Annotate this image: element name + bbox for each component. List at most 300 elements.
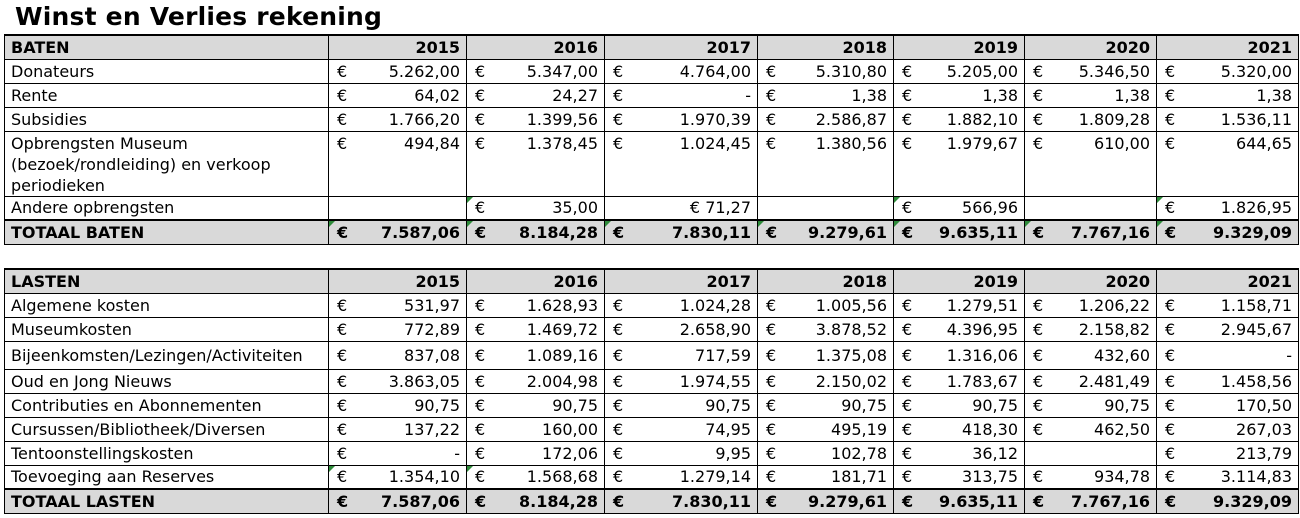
- year-label: 2021: [1247, 271, 1292, 291]
- cell-value: 1.206,22: [1078, 295, 1150, 315]
- total-cell[interactable]: [894, 489, 1025, 513]
- euro-symbol: €: [337, 491, 349, 511]
- value-cell[interactable]: [329, 293, 467, 317]
- year-label: 2017: [706, 37, 751, 57]
- euro-symbol: €: [1165, 222, 1177, 242]
- euro-symbol: €: [1165, 85, 1176, 105]
- cell-value: -: [745, 85, 751, 105]
- value-cell[interactable]: [1025, 393, 1157, 417]
- value-cell[interactable]: [1157, 417, 1299, 441]
- value-cell[interactable]: [758, 369, 894, 393]
- value-cell[interactable]: [329, 196, 467, 220]
- cell-value: 1.005,56: [815, 295, 887, 315]
- total-label-text: TOTAAL BATEN: [11, 222, 145, 242]
- euro-symbol: €: [337, 467, 348, 487]
- value-cell[interactable]: [1025, 465, 1157, 489]
- value-cell[interactable]: [1157, 83, 1299, 107]
- baten-year-2019[interactable]: [894, 35, 1025, 59]
- row-label[interactable]: [5, 317, 329, 341]
- cell-value: 5.310,80: [815, 61, 887, 81]
- cell-value: 1.316,06: [946, 345, 1018, 365]
- value-cell[interactable]: [1025, 369, 1157, 393]
- cell-value: 934,78: [1094, 467, 1150, 487]
- cell-value: 90,75: [841, 395, 887, 415]
- value-cell[interactable]: [1157, 196, 1299, 220]
- row-label-text: Cursussen/Bibliotheek/Diversen: [11, 419, 266, 439]
- euro-symbol: €: [1165, 419, 1176, 439]
- row-label-text: Andere opbrengsten: [11, 198, 175, 218]
- euro-symbol: €: [1165, 395, 1176, 415]
- total-value: 9.329,09: [1213, 222, 1292, 242]
- cell-value: 90,75: [1104, 395, 1150, 415]
- lasten-header-label[interactable]: [5, 269, 329, 293]
- value-cell[interactable]: [605, 83, 758, 107]
- euro-symbol: €: [613, 109, 624, 129]
- value-cell[interactable]: [1157, 293, 1299, 317]
- total-cell[interactable]: [1025, 220, 1157, 244]
- cell-value: 90,75: [972, 395, 1018, 415]
- euro-symbol: €: [337, 85, 348, 105]
- baten-header-row: [5, 35, 1299, 59]
- euro-symbol: €: [1165, 109, 1176, 129]
- cell-value: 5.346,50: [1078, 61, 1150, 81]
- cell-value: 74,95: [705, 419, 751, 439]
- value-cell[interactable]: [758, 317, 894, 341]
- row-label[interactable]: [5, 107, 329, 131]
- row-label-text: Algemene kosten: [11, 295, 150, 315]
- value-cell[interactable]: [467, 83, 605, 107]
- value-cell[interactable]: [605, 441, 758, 465]
- value-cell[interactable]: [1157, 341, 1299, 369]
- total-cell[interactable]: [467, 489, 605, 513]
- row-label-text: Museumkosten: [11, 319, 132, 339]
- cell-value: 4.396,95: [946, 319, 1018, 339]
- euro-symbol: €: [766, 133, 777, 153]
- cell-value: 1.399,56: [526, 109, 598, 129]
- baten-year-2015[interactable]: [329, 35, 467, 59]
- value-cell[interactable]: [329, 131, 467, 196]
- lasten-year-2016[interactable]: [467, 269, 605, 293]
- value-cell[interactable]: [1157, 465, 1299, 489]
- row-label-text: Subsidies: [11, 109, 88, 129]
- cell-value: 3.114,83: [1220, 467, 1292, 487]
- cell-value: 566,96: [962, 198, 1018, 218]
- row-label[interactable]: [5, 341, 329, 369]
- euro-symbol: €: [475, 467, 486, 487]
- euro-symbol: €: [1165, 467, 1176, 487]
- total-value: 7.767,16: [1071, 491, 1150, 511]
- row-label[interactable]: [5, 369, 329, 393]
- cell-value: 213,79: [1236, 443, 1292, 463]
- euro-symbol: €: [475, 443, 486, 463]
- value-cell[interactable]: [1025, 59, 1157, 83]
- value-cell[interactable]: [467, 196, 605, 220]
- total-cell[interactable]: [1157, 220, 1299, 244]
- cell-value: 495,19: [831, 419, 887, 439]
- row-label[interactable]: [5, 59, 329, 83]
- euro-symbol: €: [475, 395, 486, 415]
- value-cell[interactable]: [758, 417, 894, 441]
- value-cell[interactable]: [1025, 196, 1157, 220]
- value-cell[interactable]: [329, 107, 467, 131]
- euro-symbol: €: [1165, 345, 1176, 365]
- euro-symbol: €: [337, 443, 348, 463]
- table-row: [5, 107, 1299, 131]
- euro-symbol: €: [613, 395, 624, 415]
- cell-value: 181,71: [831, 467, 887, 487]
- value-cell[interactable]: [467, 369, 605, 393]
- cell-value: 1.378,45: [526, 133, 598, 153]
- euro-symbol: €: [902, 419, 913, 439]
- value-cell[interactable]: [329, 341, 467, 369]
- value-cell[interactable]: [329, 83, 467, 107]
- value-cell[interactable]: [1025, 107, 1157, 131]
- value-cell[interactable]: [605, 317, 758, 341]
- euro-symbol: €: [1033, 109, 1044, 129]
- euro-symbol: €: [337, 295, 348, 315]
- euro-symbol: €: [1165, 295, 1176, 315]
- value-cell[interactable]: [605, 293, 758, 317]
- value-cell[interactable]: [467, 317, 605, 341]
- cell-value: 1.970,39: [679, 109, 751, 129]
- year-label: 2015: [415, 271, 460, 291]
- value-cell[interactable]: [758, 293, 894, 317]
- value-cell[interactable]: [758, 341, 894, 369]
- lasten-year-2019[interactable]: [894, 269, 1025, 293]
- euro-symbol: €: [766, 371, 777, 391]
- total-cell[interactable]: [1157, 489, 1299, 513]
- value-cell[interactable]: [467, 131, 605, 196]
- value-cell[interactable]: [894, 107, 1025, 131]
- value-cell[interactable]: [1157, 317, 1299, 341]
- cell-value: 2.150,02: [815, 371, 887, 391]
- cell-value: 1.158,71: [1220, 295, 1292, 315]
- total-value: 8.184,28: [519, 222, 598, 242]
- baten-header-label[interactable]: [5, 35, 329, 59]
- value-cell[interactable]: [329, 369, 467, 393]
- row-label-text: Toevoeging aan Reserves: [11, 467, 215, 487]
- euro-symbol: €: [1033, 345, 1044, 365]
- cell-value: 462,50: [1094, 419, 1150, 439]
- total-cell[interactable]: [467, 220, 605, 244]
- cell-value: 137,22: [404, 419, 460, 439]
- cell-value: 1.536,11: [1220, 109, 1292, 129]
- euro-symbol: €: [766, 319, 777, 339]
- euro-symbol: €: [613, 419, 624, 439]
- euro-symbol: €: [902, 133, 913, 153]
- value-cell[interactable]: [894, 465, 1025, 489]
- total-cell[interactable]: [758, 489, 894, 513]
- value-cell[interactable]: [467, 107, 605, 131]
- total-value: 9.279,61: [808, 491, 887, 511]
- euro-symbol: €: [1165, 198, 1176, 218]
- cell-value: 1.568,68: [526, 467, 598, 487]
- total-value: 9.635,11: [939, 491, 1018, 511]
- euro-symbol: €: [613, 222, 625, 242]
- table-row: [5, 131, 1299, 196]
- euro-symbol: €: [902, 345, 913, 365]
- value-cell[interactable]: [758, 465, 894, 489]
- euro-symbol: €: [613, 345, 624, 365]
- cell-value: 2.586,87: [815, 109, 887, 129]
- value-cell[interactable]: [605, 59, 758, 83]
- value-cell[interactable]: [1025, 341, 1157, 369]
- euro-symbol: €: [766, 443, 777, 463]
- baten-header-text: BATEN: [11, 37, 70, 57]
- euro-symbol: €: [902, 371, 913, 391]
- lasten-total-label[interactable]: [5, 489, 329, 513]
- value-cell[interactable]: [894, 317, 1025, 341]
- cell-value: 432,60: [1094, 345, 1150, 365]
- row-label[interactable]: [5, 441, 329, 465]
- lasten-year-2015[interactable]: [329, 269, 467, 293]
- value-cell[interactable]: [329, 465, 467, 489]
- row-label-text: Oud en Jong Nieuws: [11, 371, 172, 391]
- row-label[interactable]: [5, 293, 329, 317]
- total-cell[interactable]: [758, 220, 894, 244]
- cell-value: 2.158,82: [1078, 319, 1150, 339]
- euro-symbol: €: [475, 198, 486, 218]
- euro-symbol: €: [766, 85, 777, 105]
- cell-value: 102,78: [831, 443, 887, 463]
- value-cell[interactable]: [758, 107, 894, 131]
- lasten-year-2021[interactable]: [1157, 269, 1299, 293]
- euro-symbol: €: [475, 319, 486, 339]
- value-cell[interactable]: [1157, 393, 1299, 417]
- baten-year-2021[interactable]: [1157, 35, 1299, 59]
- cell-value: 1,38: [851, 85, 887, 105]
- total-value: 7.830,11: [672, 491, 751, 511]
- value-cell[interactable]: [894, 417, 1025, 441]
- value-cell[interactable]: [467, 441, 605, 465]
- euro-symbol: €: [1165, 443, 1176, 463]
- value-cell[interactable]: [329, 59, 467, 83]
- euro-symbol: €: [902, 61, 913, 81]
- value-cell[interactable]: [605, 393, 758, 417]
- value-cell[interactable]: [1025, 83, 1157, 107]
- euro-symbol: €: [1033, 85, 1044, 105]
- cell-value: 160,00: [542, 419, 598, 439]
- value-cell[interactable]: [894, 341, 1025, 369]
- euro-symbol: €: [475, 419, 486, 439]
- row-label[interactable]: [5, 196, 329, 220]
- value-cell[interactable]: [758, 131, 894, 196]
- value-cell[interactable]: [894, 369, 1025, 393]
- value-cell[interactable]: [605, 131, 758, 196]
- value-cell[interactable]: [605, 341, 758, 369]
- cell-value: 5.205,00: [946, 61, 1018, 81]
- value-cell[interactable]: [758, 196, 894, 220]
- value-cell[interactable]: [1157, 107, 1299, 131]
- value-cell[interactable]: [329, 441, 467, 465]
- value-cell[interactable]: [758, 83, 894, 107]
- baten-year-2016[interactable]: [467, 35, 605, 59]
- cell-value: 717,59: [695, 345, 751, 365]
- baten-year-2018[interactable]: [758, 35, 894, 59]
- lasten-header-text: LASTEN: [11, 271, 81, 291]
- value-cell[interactable]: [758, 441, 894, 465]
- cell-value: 2.945,67: [1220, 319, 1292, 339]
- cell-value: -: [1286, 345, 1292, 365]
- value-cell[interactable]: [605, 417, 758, 441]
- year-label: 2021: [1247, 37, 1292, 57]
- value-cell[interactable]: [894, 196, 1025, 220]
- euro-symbol: €: [766, 345, 777, 365]
- euro-symbol: €: [902, 395, 913, 415]
- row-label-text: Opbrengsten Museum (bezoek/rondleiding) en verkoop periodieken: [11, 133, 271, 195]
- value-cell[interactable]: [1157, 369, 1299, 393]
- value-cell[interactable]: [1025, 131, 1157, 196]
- value-cell[interactable]: [1025, 441, 1157, 465]
- value-cell[interactable]: [1157, 131, 1299, 196]
- euro-symbol: €: [1165, 319, 1176, 339]
- cell-value: 2.658,90: [679, 319, 751, 339]
- total-value: 7.587,06: [381, 222, 460, 242]
- cell-value: 1.783,67: [946, 371, 1018, 391]
- table-row: [5, 59, 1299, 83]
- table-row: [5, 317, 1299, 341]
- euro-symbol: €: [475, 109, 486, 129]
- value-cell[interactable]: [329, 417, 467, 441]
- euro-symbol: €: [1165, 133, 1176, 153]
- euro-symbol: €: [902, 443, 913, 463]
- value-cell[interactable]: [1157, 441, 1299, 465]
- value-cell[interactable]: [894, 393, 1025, 417]
- value-cell[interactable]: [467, 59, 605, 83]
- cell-value: 2.004,98: [526, 371, 598, 391]
- cell-value: 1.375,08: [815, 345, 887, 365]
- cell-value: 1.469,72: [526, 319, 598, 339]
- cell-value: 90,75: [705, 395, 751, 415]
- value-cell[interactable]: [894, 83, 1025, 107]
- row-label[interactable]: [5, 83, 329, 107]
- value-cell[interactable]: [1025, 417, 1157, 441]
- value-cell[interactable]: [467, 393, 605, 417]
- table-row: [5, 441, 1299, 465]
- value-cell[interactable]: [1157, 59, 1299, 83]
- euro-symbol: €: [902, 198, 913, 218]
- cell-value: 1.279,51: [946, 295, 1018, 315]
- value-cell[interactable]: [1025, 293, 1157, 317]
- euro-symbol: €: [766, 61, 777, 81]
- euro-symbol: €: [902, 85, 913, 105]
- row-label-text: Contributies en Abonnementen: [11, 395, 262, 415]
- lasten-year-2020[interactable]: [1025, 269, 1157, 293]
- table-row: [5, 465, 1299, 489]
- euro-symbol: €: [766, 419, 777, 439]
- cell-value: 3.863,05: [388, 371, 460, 391]
- total-cell[interactable]: [605, 489, 758, 513]
- cell-value: 1.354,10: [388, 467, 460, 487]
- euro-symbol: €: [613, 491, 625, 511]
- total-cell[interactable]: [1025, 489, 1157, 513]
- value-cell[interactable]: [467, 417, 605, 441]
- value-cell[interactable]: [894, 293, 1025, 317]
- euro-symbol: €: [337, 419, 348, 439]
- total-cell[interactable]: [329, 489, 467, 513]
- cell-value: 172,06: [542, 443, 598, 463]
- cell-value: 90,75: [552, 395, 598, 415]
- euro-symbol: €: [766, 295, 777, 315]
- total-value: 9.329,09: [1213, 491, 1292, 511]
- year-label: 2020: [1105, 271, 1150, 291]
- value-cell[interactable]: [1025, 317, 1157, 341]
- value-cell[interactable]: [605, 196, 758, 220]
- euro-symbol: €: [475, 491, 487, 511]
- value-cell[interactable]: [758, 59, 894, 83]
- euro-symbol: €: [1033, 491, 1045, 511]
- baten-total-row: [5, 220, 1299, 244]
- cell-value: € 71,27: [689, 198, 751, 218]
- cell-value: 1.882,10: [946, 109, 1018, 129]
- cell-value: 1.380,56: [815, 133, 887, 153]
- row-label[interactable]: [5, 417, 329, 441]
- row-label-text: Donateurs: [11, 61, 95, 81]
- euro-symbol: €: [902, 222, 914, 242]
- total-value: 8.184,28: [519, 491, 598, 511]
- euro-symbol: €: [1033, 295, 1044, 315]
- value-cell[interactable]: [894, 59, 1025, 83]
- cell-value: 5.347,00: [526, 61, 598, 81]
- sheet-title: Winst en Verlies rekening: [15, 2, 383, 31]
- cell-value: 610,00: [1094, 133, 1150, 153]
- euro-symbol: €: [613, 295, 624, 315]
- baten-year-2020[interactable]: [1025, 35, 1157, 59]
- euro-symbol: €: [337, 109, 348, 129]
- year-label: 2018: [842, 271, 887, 291]
- value-cell[interactable]: [894, 131, 1025, 196]
- value-cell[interactable]: [329, 317, 467, 341]
- value-cell[interactable]: [605, 107, 758, 131]
- lasten-year-2017[interactable]: [605, 269, 758, 293]
- row-label[interactable]: [5, 393, 329, 417]
- total-cell[interactable]: [894, 220, 1025, 244]
- euro-symbol: €: [1165, 371, 1176, 391]
- euro-symbol: €: [337, 395, 348, 415]
- lasten-total-row: [5, 489, 1299, 513]
- value-cell[interactable]: [758, 393, 894, 417]
- row-label[interactable]: [5, 131, 329, 196]
- lasten-year-2018[interactable]: [758, 269, 894, 293]
- euro-symbol: €: [766, 109, 777, 129]
- euro-symbol: €: [1033, 61, 1044, 81]
- value-cell[interactable]: [605, 369, 758, 393]
- row-label[interactable]: [5, 465, 329, 489]
- value-cell[interactable]: [605, 465, 758, 489]
- value-cell[interactable]: [467, 293, 605, 317]
- cell-value: 1.089,16: [526, 345, 598, 365]
- euro-symbol: €: [475, 133, 486, 153]
- value-cell[interactable]: [894, 441, 1025, 465]
- value-cell[interactable]: [467, 465, 605, 489]
- total-cell[interactable]: [605, 220, 758, 244]
- euro-symbol: €: [766, 222, 778, 242]
- cell-value: 1,38: [1256, 85, 1292, 105]
- value-cell[interactable]: [467, 341, 605, 369]
- cell-value: 837,08: [404, 345, 460, 365]
- cell-value: 313,75: [962, 467, 1018, 487]
- cell-value: 90,75: [414, 395, 460, 415]
- cell-value: 1.826,95: [1220, 198, 1292, 218]
- value-cell[interactable]: [329, 393, 467, 417]
- total-cell[interactable]: [329, 220, 467, 244]
- baten-total-label[interactable]: [5, 220, 329, 244]
- cell-value: 170,50: [1236, 395, 1292, 415]
- baten-year-2017[interactable]: [605, 35, 758, 59]
- euro-symbol: €: [902, 491, 914, 511]
- euro-symbol: €: [613, 61, 624, 81]
- cell-value: 1.279,14: [679, 467, 751, 487]
